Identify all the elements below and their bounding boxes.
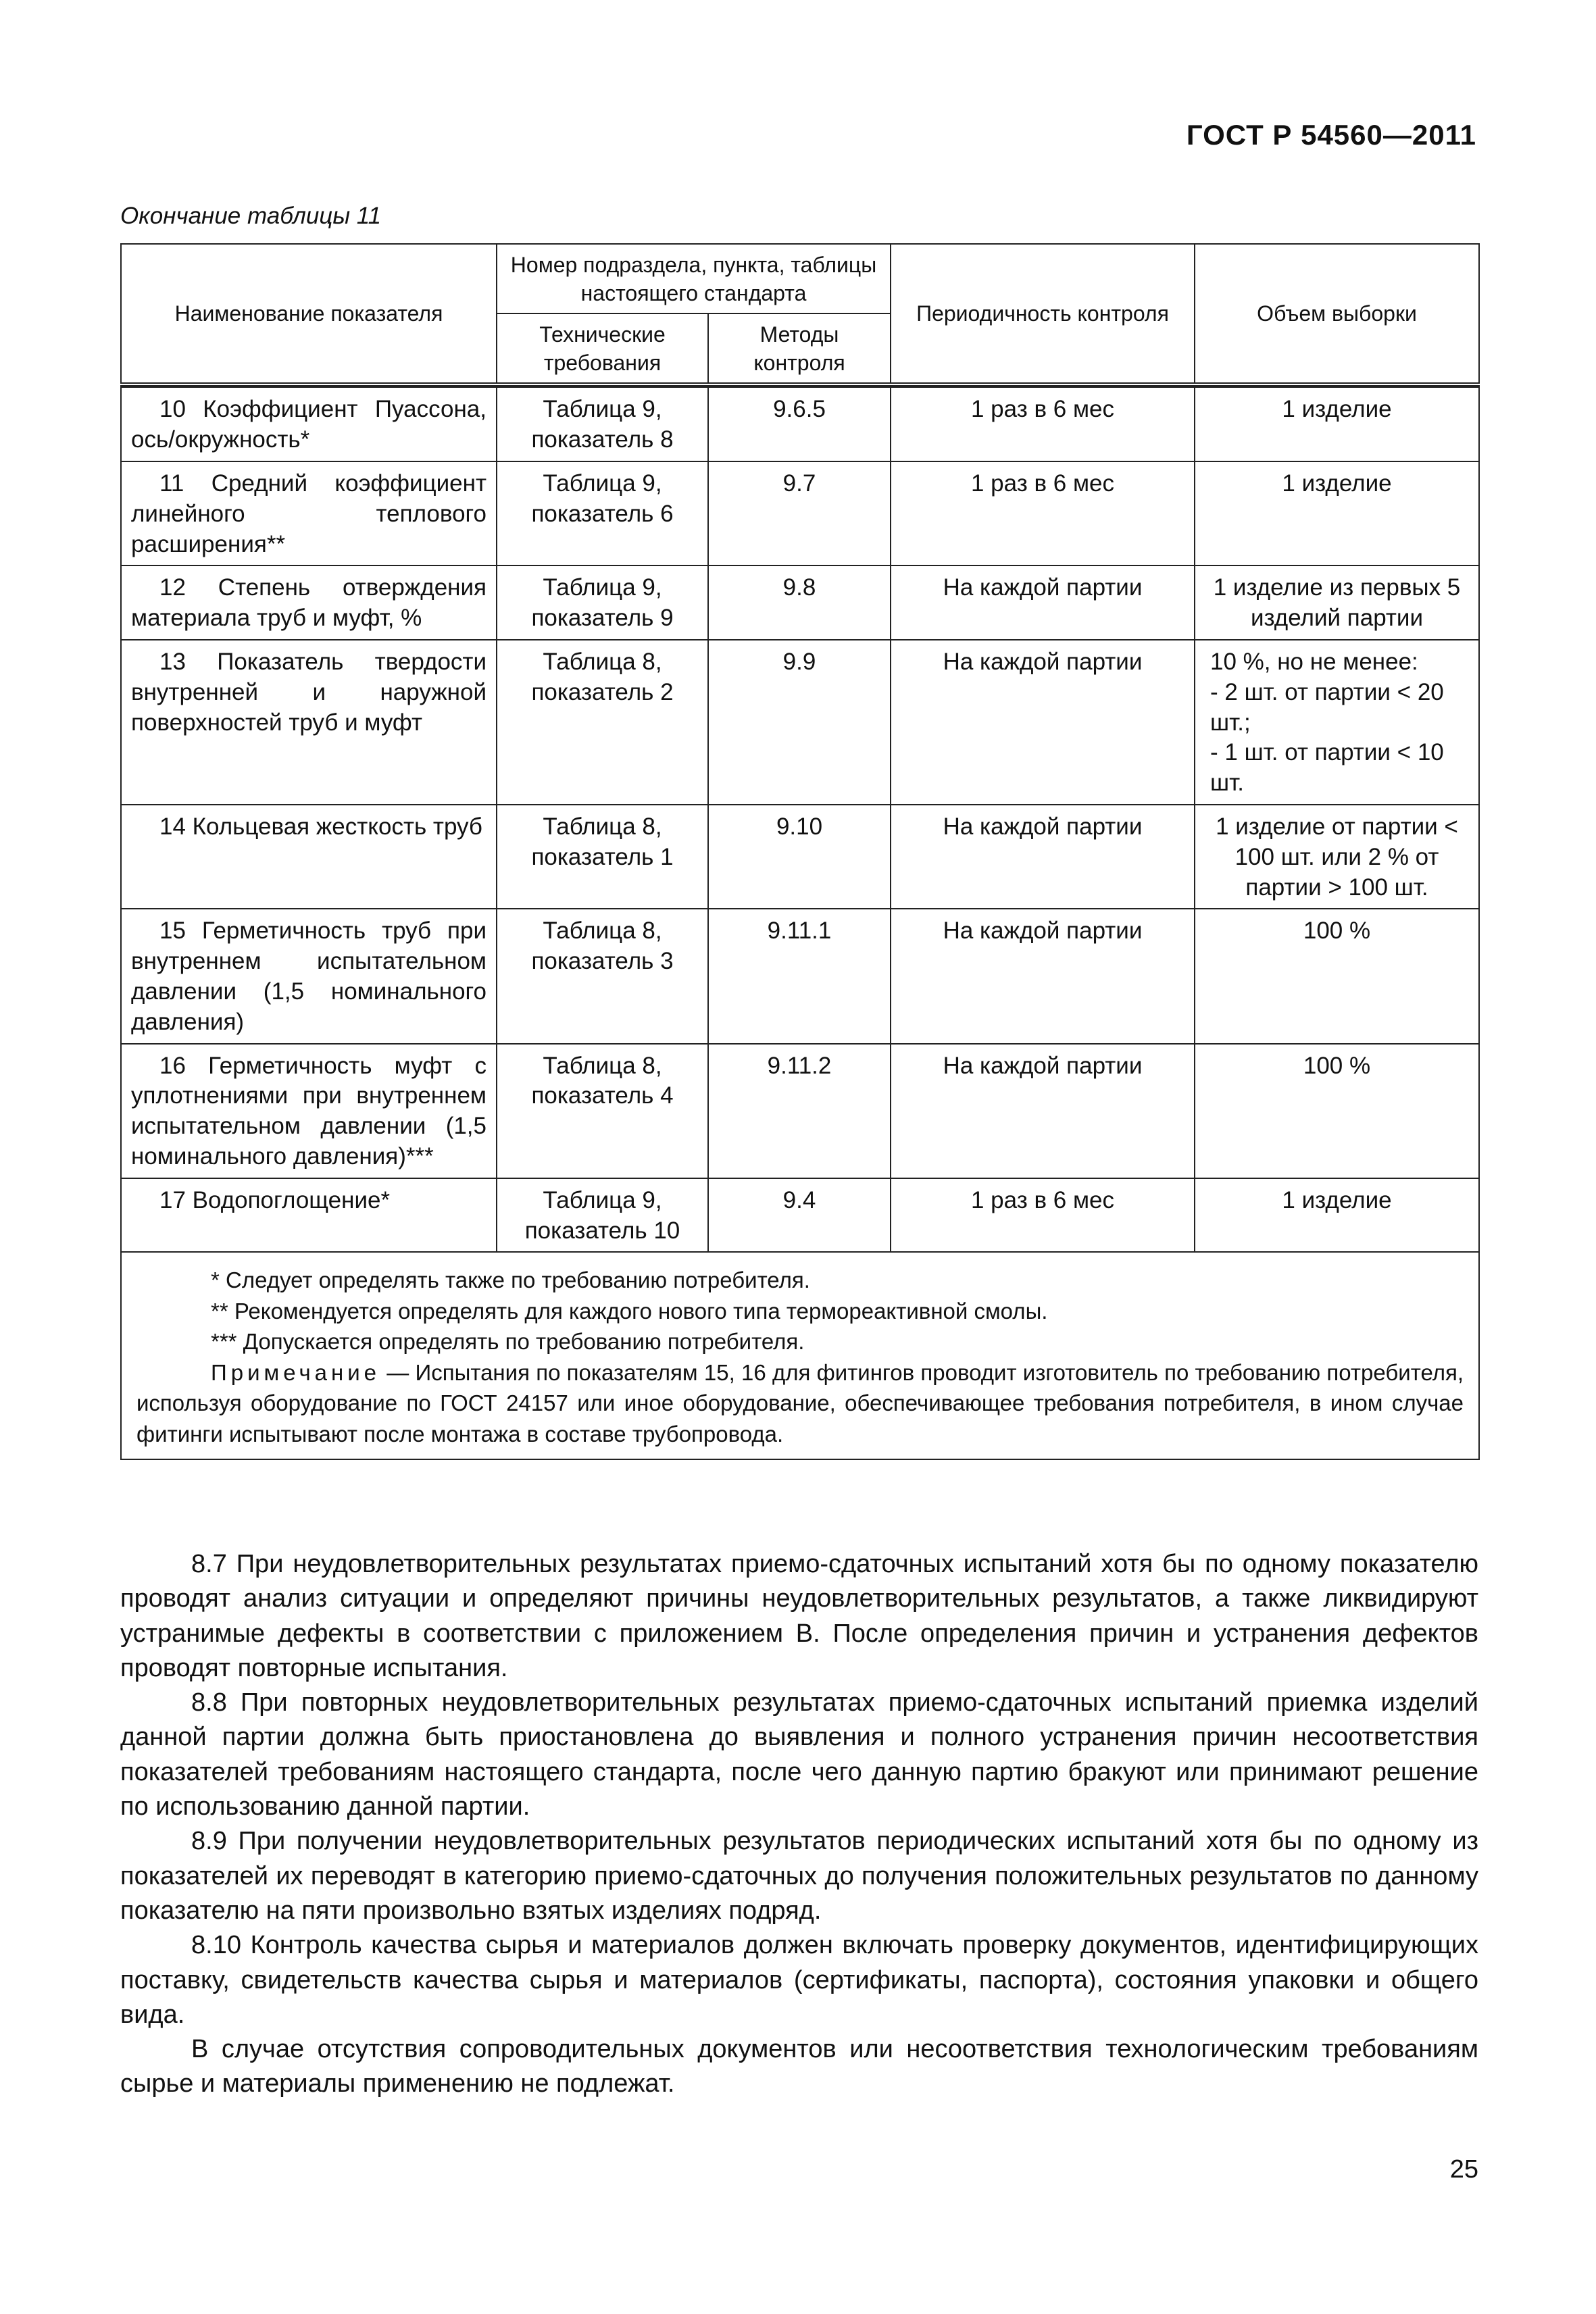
cell-tech: Таблица 8, показатель 2 xyxy=(497,640,708,805)
table-row xyxy=(121,805,1479,909)
cell-name: 12 Степень отверждения материала труб и муфт, % xyxy=(121,565,497,640)
header-methods: Методы контроля xyxy=(708,313,891,384)
table-row xyxy=(121,1044,1479,1178)
cell-method: 9.7 xyxy=(708,461,891,565)
cell-period: 1 раз в 6 мес xyxy=(891,461,1195,565)
cell-sample: 1 изделие из первых 5 изделий партии xyxy=(1195,565,1479,640)
header-periodicity: Периодичность контроля xyxy=(891,244,1195,384)
cell-method: 9.10 xyxy=(708,805,891,909)
table-row xyxy=(121,387,1479,461)
cell-sample: 1 изделие xyxy=(1195,461,1479,565)
cell-name: 17 Водопоглощение* xyxy=(121,1178,497,1253)
note-text: — Испытания по показателям 15, 16 для фитингов проводит изготовитель по требованию потребителя, используя оборудование по ГОСТ 24157 или иное оборудование, обеспечивающее требования потребителя, в ином случае фитинги испытывают после монтажа в составе трубопровода. xyxy=(136,1359,1464,1447)
cell-sample: 100 % xyxy=(1195,909,1479,1043)
cell-name: 11 Средний коэффициент линейного теплового расширения** xyxy=(121,461,497,565)
table-row xyxy=(121,640,1479,805)
cell-tech: Таблица 9, показатель 8 xyxy=(497,387,708,461)
cell-sample: 1 изделие от партии < 100 шт. или 2 % от партии > 100 шт. xyxy=(1195,805,1479,909)
cell-name: 13 Показатель твердости внутренней и наружной поверхностей труб и муфт xyxy=(121,640,497,805)
footnote-3: *** Допускается определять по требованию потребителя. xyxy=(211,1329,805,1355)
cell-period: На каждой партии xyxy=(891,909,1195,1043)
table-row xyxy=(121,1178,1479,1253)
footnotes-row xyxy=(121,1252,1479,1459)
cell-period: На каждой партии xyxy=(891,565,1195,640)
header-tech-req: Технические требования xyxy=(497,313,708,384)
cell-period: На каждой партии xyxy=(891,805,1195,909)
header-name: Наименование показателя xyxy=(121,244,497,384)
table-row xyxy=(121,461,1479,565)
paragraph-missing-docs: В случае отсутствия сопроводительных документов или несоответствия технологическим требованиям сырье и материалы применению не подлежат. xyxy=(120,2035,1478,2098)
paragraph-8-7: 8.7 При неудовлетворительных результатах приемо-сдаточных испытаний хотя бы по одному показателю проводят анализ ситуации и определяют причины неудовлетворительных результатов, а также ликвидируют устранимые дефекты в соответствии с приложением В. После определения причин и устранения дефектов проводят повторные испытания. xyxy=(120,1550,1478,1682)
table-row xyxy=(121,909,1479,1043)
cell-method: 9.4 xyxy=(708,1178,891,1253)
cell-tech: Таблица 8, показатель 4 xyxy=(497,1044,708,1178)
cell-tech: Таблица 8, показатель 1 xyxy=(497,805,708,909)
page-number: 25 xyxy=(1449,2155,1478,2184)
header-section-group: Номер подраздела, пункта, таблицы настоящего стандарта xyxy=(497,244,891,313)
cell-sample: 1 изделие xyxy=(1195,387,1479,461)
cell-tech: Таблица 8, показатель 3 xyxy=(497,909,708,1043)
cell-tech: Таблица 9, показатель 6 xyxy=(497,461,708,565)
cell-method: 9.8 xyxy=(708,565,891,640)
cell-period: 1 раз в 6 мес xyxy=(891,1178,1195,1253)
table-header-row-1 xyxy=(121,244,1479,313)
cell-method: 9.11.2 xyxy=(708,1044,891,1178)
cell-method: 9.6.5 xyxy=(708,387,891,461)
cell-name: 10 Коэффициент Пуассона, ось/окружность* xyxy=(121,387,497,461)
cell-name: 16 Герметичность муфт с уплотнениями при внутреннем испытательном давлении (1,5 номинального давления)*** xyxy=(121,1044,497,1178)
paragraph-8-10: 8.10 Контроль качества сырья и материалов должен включать проверку документов, идентифицирующих поставку, свидетельств качества сырья и материалов (сертификаты, паспорта), состояния упаковки и общего вида. xyxy=(120,1931,1478,2029)
cell-sample: 10 %, но не менее: - 2 шт. от партии < 20 шт.; - 1 шт. от партии < 10 шт. xyxy=(1195,640,1479,805)
table-body xyxy=(121,387,1479,1252)
paragraph-8-9: 8.9 При получении неудовлетворительных результатов периодических испытаний хотя бы по одному из показателей их переводят в категорию приемо-сдаточных до получения положительных результатов по данному показателю на пяти произвольно взятых изделиях подряд. xyxy=(120,1827,1478,1925)
document-code: ГОСТ Р 54560—2011 xyxy=(1186,119,1476,151)
cell-method: 9.11.1 xyxy=(708,909,891,1043)
body-text xyxy=(120,1547,1478,2102)
cell-tech: Таблица 9, показатель 10 xyxy=(497,1178,708,1253)
cell-period: На каждой партии xyxy=(891,640,1195,805)
cell-method: 9.9 xyxy=(708,640,891,805)
footnote-2: ** Рекомендуется определять для каждого нового типа термореактивной смолы. xyxy=(211,1298,1048,1324)
paragraph-8-8: 8.8 При повторных неудовлетворительных результатах приемо-сдаточных испытаний приемка изделий данной партии должна быть приостановлена до выявления и полного устранения причин несоответствия показателей требованиям настоящего стандарта, после чего данную партию бракуют или принимают решение по использованию данной партии. xyxy=(120,1688,1478,1821)
cell-name: 14 Кольцевая жесткость труб xyxy=(121,805,497,909)
cell-name: 15 Герметичность труб при внутреннем испытательном давлении (1,5 номинального давления) xyxy=(121,909,497,1043)
table-caption: Окончание таблицы 11 xyxy=(120,203,382,229)
control-table xyxy=(120,243,1480,1460)
cell-period: На каждой партии xyxy=(891,1044,1195,1178)
control-table-container xyxy=(120,243,1478,1460)
cell-period: 1 раз в 6 мес xyxy=(891,387,1195,461)
footnote-1: * Следует определять также по требованию потребителя. xyxy=(211,1267,810,1293)
header-sample: Объем выборки xyxy=(1195,244,1479,384)
table-row xyxy=(121,565,1479,640)
table-note xyxy=(136,1357,1464,1450)
cell-tech: Таблица 9, показатель 9 xyxy=(497,565,708,640)
footnotes-cell xyxy=(121,1252,1479,1459)
cell-sample: 1 изделие xyxy=(1195,1178,1479,1253)
cell-sample: 100 % xyxy=(1195,1044,1479,1178)
note-label: Примечание xyxy=(211,1359,381,1385)
